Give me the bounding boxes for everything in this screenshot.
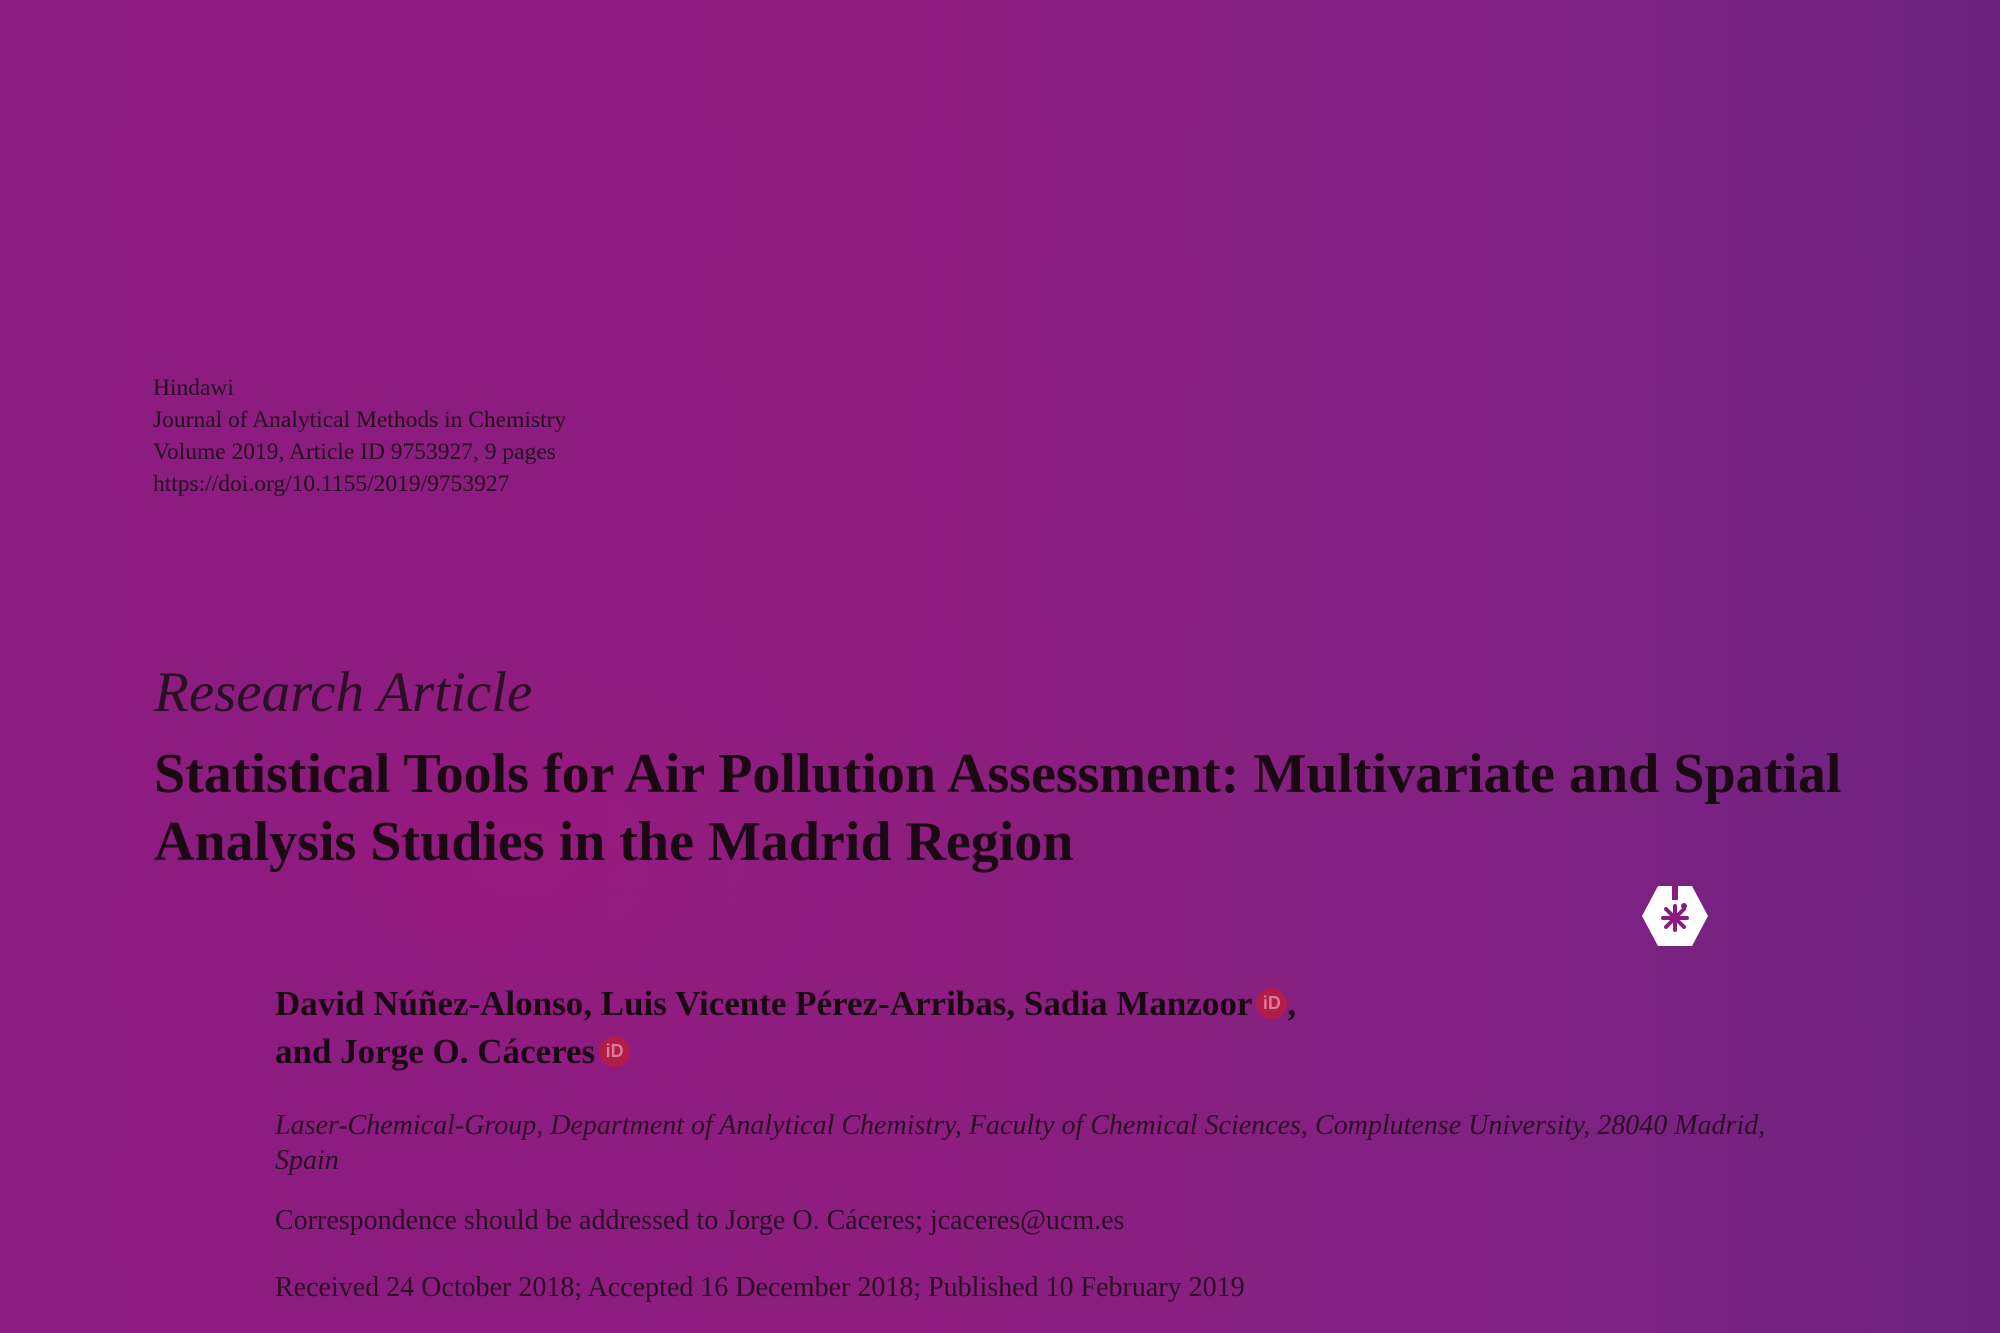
doi-link[interactable]: https://doi.org/10.1155/2019/9753927 (153, 471, 510, 497)
article-type: Research Article (154, 661, 533, 724)
journal-info (153, 372, 566, 500)
author-list (275, 980, 1296, 1076)
correspondence: Correspondence should be addressed to Jorge O. Cáceres; jcaceres@ucm.es (275, 1205, 1125, 1236)
publisher-name: Hindawi (153, 375, 234, 401)
publication-dates: Received 24 October 2018; Accepted 16 December 2018; Published 10 February 2019 (275, 1272, 1245, 1303)
authors-comma: , (1287, 984, 1297, 1023)
orcid-icon[interactable]: iD (599, 1036, 630, 1067)
affiliation: Laser-Chemical-Group, Department of Analytical Chemistry, Faculty of Chemical Sciences, Complutense University, 28040 Madrid, Spain (275, 1110, 1766, 1176)
volume-info: Volume 2019, Article ID 9753927, 9 pages (153, 439, 556, 465)
orcid-icon[interactable]: iD (1256, 988, 1287, 1019)
article-title: Statistical Tools for Air Pollution Assessment: Multivariate and Spatial Analysis Studies in the Madrid Region (154, 743, 1842, 873)
journal-name: Journal of Analytical Methods in Chemistry (153, 407, 567, 433)
crossmark-icon[interactable] (1641, 884, 1709, 948)
author-line-2 (275, 1028, 1296, 1076)
authors-text-2: and Jorge O. Cáceres (275, 1032, 596, 1071)
author-line-1 (275, 980, 1296, 1028)
authors-text-1: David Núñez-Alonso, Luis Vicente Pérez-Arribas, Sadia Manzoor (275, 984, 1253, 1023)
